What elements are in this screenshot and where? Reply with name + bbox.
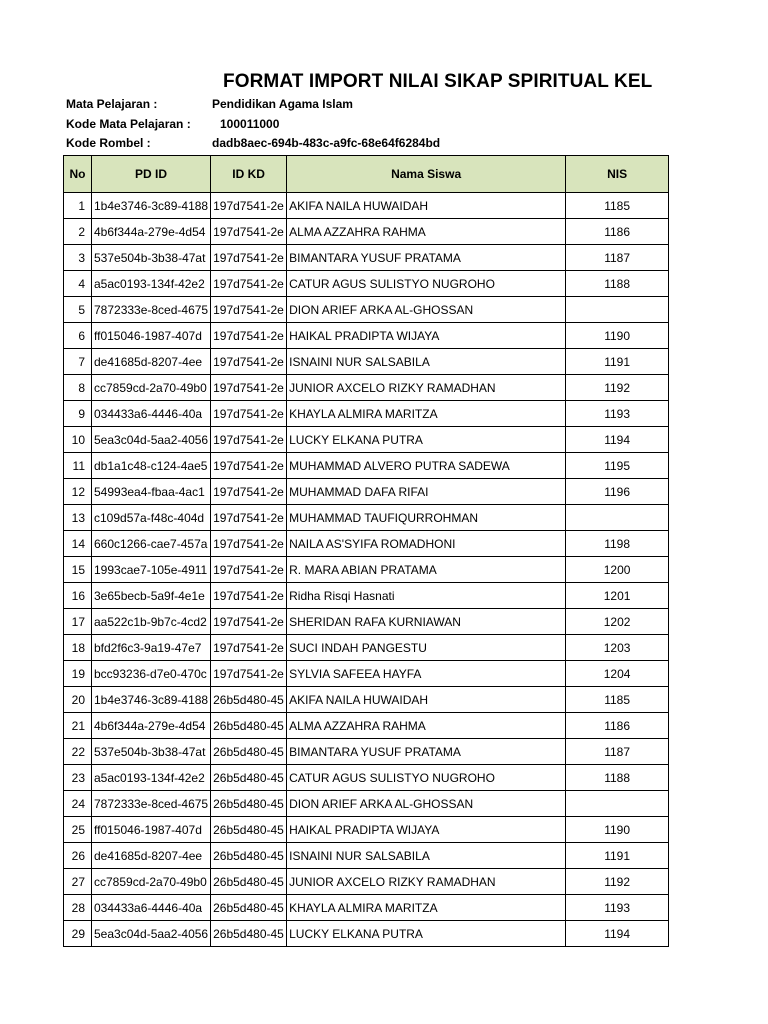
cell-no[interactable]: 26: [64, 843, 92, 869]
cell-nis[interactable]: 1187: [566, 245, 669, 271]
cell-nama-siswa[interactable]: MUHAMMAD DAFA RIFAI: [287, 479, 566, 505]
cell-id-kd[interactable]: 26b5d480-45: [211, 791, 287, 817]
cell-nama-siswa[interactable]: MUHAMMAD ALVERO PUTRA SADEWA: [287, 453, 566, 479]
cell-nis[interactable]: 1185: [566, 687, 669, 713]
cell-id-kd[interactable]: 26b5d480-45: [211, 921, 287, 947]
header-id-kd[interactable]: ID KD: [211, 156, 287, 193]
cell-id-kd[interactable]: 197d7541-2e: [211, 349, 287, 375]
table-row: [64, 791, 669, 817]
cell-id-kd[interactable]: 197d7541-2e: [211, 583, 287, 609]
cell-id-kd[interactable]: 26b5d480-45: [211, 713, 287, 739]
cell-id-kd[interactable]: 197d7541-2e: [211, 661, 287, 687]
cell-nama-siswa[interactable]: BIMANTARA YUSUF PRATAMA: [287, 245, 566, 271]
cell-nama-siswa[interactable]: KHAYLA ALMIRA MARITZA: [287, 401, 566, 427]
cell-pd-id[interactable]: ff015046-1987-407d: [92, 817, 211, 843]
cell-nis[interactable]: 1194: [566, 427, 669, 453]
cell-nama-siswa[interactable]: MUHAMMAD TAUFIQURROHMAN: [287, 505, 566, 531]
cell-id-kd[interactable]: 197d7541-2e: [211, 453, 287, 479]
cell-no[interactable]: 5: [64, 297, 92, 323]
cell-nis[interactable]: 1191: [566, 843, 669, 869]
grades-table: [63, 155, 669, 947]
sheet-title: FORMAT IMPORT NILAI SIKAP SPIRITUAL KEL: [223, 71, 653, 92]
table-row: [64, 349, 669, 375]
cell-no[interactable]: 20: [64, 687, 92, 713]
cell-nama-siswa[interactable]: SUCI INDAH PANGESTU: [287, 635, 566, 661]
header-pd-id[interactable]: PD ID: [92, 156, 211, 193]
cell-pd-id[interactable]: cc7859cd-2a70-49b0: [92, 375, 211, 401]
cell-pd-id[interactable]: a5ac0193-134f-42e2: [92, 271, 211, 297]
table-row: [64, 323, 669, 349]
cell-nis[interactable]: 1191: [566, 349, 669, 375]
cell-pd-id[interactable]: 4b6f344a-279e-4d54: [92, 713, 211, 739]
cell-nama-siswa[interactable]: SYLVIA SAFEEA HAYFA: [287, 661, 566, 687]
cell-no[interactable]: 18: [64, 635, 92, 661]
header-row: [64, 156, 669, 193]
cell-nama-siswa[interactable]: NAILA AS'SYIFA ROMADHONI: [287, 531, 566, 557]
table-row: [64, 843, 669, 869]
meta-subject-label: Mata Pelajaran :: [66, 97, 158, 111]
table-row: [64, 869, 669, 895]
meta-class-code-label: Kode Rombel :: [66, 136, 151, 150]
cell-id-kd[interactable]: 197d7541-2e: [211, 297, 287, 323]
cell-no[interactable]: 12: [64, 479, 92, 505]
cell-no[interactable]: 9: [64, 401, 92, 427]
cell-pd-id[interactable]: de41685d-8207-4ee: [92, 349, 211, 375]
cell-id-kd[interactable]: 197d7541-2e: [211, 375, 287, 401]
cell-nis[interactable]: [566, 791, 669, 817]
cell-nama-siswa[interactable]: R. MARA ABIAN PRATAMA: [287, 557, 566, 583]
cell-pd-id[interactable]: cc7859cd-2a70-49b0: [92, 869, 211, 895]
cell-nis[interactable]: 1194: [566, 921, 669, 947]
cell-nama-siswa[interactable]: CATUR AGUS SULISTYO NUGROHO: [287, 271, 566, 297]
cell-id-kd[interactable]: 197d7541-2e: [211, 609, 287, 635]
cell-id-kd[interactable]: 197d7541-2e: [211, 271, 287, 297]
cell-id-kd[interactable]: 26b5d480-45: [211, 843, 287, 869]
cell-pd-id[interactable]: 7872333e-8ced-4675: [92, 297, 211, 323]
cell-no[interactable]: 13: [64, 505, 92, 531]
cell-no[interactable]: 15: [64, 557, 92, 583]
cell-no[interactable]: 29: [64, 921, 92, 947]
table-row: [64, 765, 669, 791]
cell-nis[interactable]: 1186: [566, 713, 669, 739]
cell-nama-siswa[interactable]: ISNAINI NUR SALSABILA: [287, 349, 566, 375]
cell-nama-siswa[interactable]: AKIFA NAILA HUWAIDAH: [287, 687, 566, 713]
cell-pd-id[interactable]: bfd2f6c3-9a19-47e7: [92, 635, 211, 661]
cell-pd-id[interactable]: bcc93236-d7e0-470c: [92, 661, 211, 687]
cell-nama-siswa[interactable]: AKIFA NAILA HUWAIDAH: [287, 193, 566, 219]
header-nama-siswa[interactable]: Nama Siswa: [287, 156, 566, 193]
cell-no[interactable]: 11: [64, 453, 92, 479]
cell-nama-siswa[interactable]: LUCKY ELKANA PUTRA: [287, 921, 566, 947]
table-row: [64, 817, 669, 843]
cell-pd-id[interactable]: 1b4e3746-3c89-4188: [92, 193, 211, 219]
cell-nama-siswa[interactable]: KHAYLA ALMIRA MARITZA: [287, 895, 566, 921]
cell-id-kd[interactable]: 197d7541-2e: [211, 245, 287, 271]
table-row: [64, 609, 669, 635]
cell-no[interactable]: 25: [64, 817, 92, 843]
cell-nis[interactable]: 1196: [566, 479, 669, 505]
cell-id-kd[interactable]: 26b5d480-45: [211, 739, 287, 765]
cell-id-kd[interactable]: 26b5d480-45: [211, 687, 287, 713]
cell-pd-id[interactable]: 1b4e3746-3c89-4188: [92, 687, 211, 713]
cell-pd-id[interactable]: 3e65becb-5a9f-4e1e: [92, 583, 211, 609]
cell-pd-id[interactable]: 660c1266-cae7-457a: [92, 531, 211, 557]
meta-class-code: [66, 136, 440, 150]
cell-id-kd[interactable]: 197d7541-2e: [211, 427, 287, 453]
cell-no[interactable]: 14: [64, 531, 92, 557]
table-row: [64, 739, 669, 765]
cell-nama-siswa[interactable]: ALMA AZZAHRA RAHMA: [287, 219, 566, 245]
table-row: [64, 427, 669, 453]
cell-no[interactable]: 16: [64, 583, 92, 609]
meta-subject-code-value[interactable]: 100011000: [220, 117, 280, 131]
cell-nis[interactable]: 1201: [566, 583, 669, 609]
meta-subject: [66, 97, 353, 111]
cell-pd-id[interactable]: aa522c1b-9b7c-4cd2: [92, 609, 211, 635]
cell-nis[interactable]: 1195: [566, 453, 669, 479]
cell-nama-siswa[interactable]: JUNIOR AXCELO RIZKY RAMADHAN: [287, 869, 566, 895]
table-row: [64, 713, 669, 739]
cell-no[interactable]: 17: [64, 609, 92, 635]
cell-id-kd[interactable]: 26b5d480-45: [211, 765, 287, 791]
cell-id-kd[interactable]: 197d7541-2e: [211, 557, 287, 583]
header-no[interactable]: No: [64, 156, 92, 193]
cell-no[interactable]: 8: [64, 375, 92, 401]
cell-pd-id[interactable]: 4b6f344a-279e-4d54: [92, 219, 211, 245]
header-nis[interactable]: NIS: [566, 156, 669, 193]
cell-nis[interactable]: 1188: [566, 765, 669, 791]
cell-nis[interactable]: [566, 297, 669, 323]
cell-nis[interactable]: 1202: [566, 609, 669, 635]
cell-pd-id[interactable]: de41685d-8207-4ee: [92, 843, 211, 869]
table-row: [64, 271, 669, 297]
cell-pd-id[interactable]: 034433a6-4446-40a: [92, 895, 211, 921]
table-row: [64, 687, 669, 713]
cell-no[interactable]: 2: [64, 219, 92, 245]
cell-nis[interactable]: 1204: [566, 661, 669, 687]
cell-no[interactable]: 21: [64, 713, 92, 739]
cell-nis[interactable]: 1185: [566, 193, 669, 219]
cell-id-kd[interactable]: 197d7541-2e: [211, 531, 287, 557]
table-row: [64, 661, 669, 687]
cell-id-kd[interactable]: 197d7541-2e: [211, 401, 287, 427]
cell-pd-id[interactable]: 7872333e-8ced-4675: [92, 791, 211, 817]
cell-nama-siswa[interactable]: JUNIOR AXCELO RIZKY RAMADHAN: [287, 375, 566, 401]
cell-no[interactable]: 3: [64, 245, 92, 271]
cell-no[interactable]: 28: [64, 895, 92, 921]
cell-no[interactable]: 27: [64, 869, 92, 895]
cell-no[interactable]: 19: [64, 661, 92, 687]
table-row: [64, 245, 669, 271]
cell-nama-siswa[interactable]: HAIKAL PRADIPTA WIJAYA: [287, 817, 566, 843]
meta-subject-code: [66, 117, 279, 131]
table-row: [64, 895, 669, 921]
meta-subject-code-label: Kode Mata Pelajaran :: [66, 117, 191, 131]
cell-id-kd[interactable]: 197d7541-2e: [211, 635, 287, 661]
table-row: [64, 635, 669, 661]
cell-no[interactable]: 22: [64, 739, 92, 765]
cell-pd-id[interactable]: a5ac0193-134f-42e2: [92, 765, 211, 791]
cell-nama-siswa[interactable]: BIMANTARA YUSUF PRATAMA: [287, 739, 566, 765]
cell-nis[interactable]: 1190: [566, 323, 669, 349]
cell-id-kd[interactable]: 197d7541-2e: [211, 323, 287, 349]
meta-subject-value[interactable]: Pendidikan Agama Islam: [212, 97, 353, 111]
cell-id-kd[interactable]: 26b5d480-45: [211, 895, 287, 921]
cell-pd-id[interactable]: c109d57a-f48c-404d: [92, 505, 211, 531]
cell-nama-siswa[interactable]: DION ARIEF ARKA AL-GHOSSAN: [287, 297, 566, 323]
cell-id-kd[interactable]: 26b5d480-45: [211, 817, 287, 843]
cell-id-kd[interactable]: 197d7541-2e: [211, 193, 287, 219]
table-row: [64, 453, 669, 479]
cell-nis[interactable]: 1193: [566, 895, 669, 921]
cell-nama-siswa[interactable]: SHERIDAN RAFA KURNIAWAN: [287, 609, 566, 635]
cell-no[interactable]: 6: [64, 323, 92, 349]
cell-id-kd[interactable]: 197d7541-2e: [211, 219, 287, 245]
cell-pd-id[interactable]: ff015046-1987-407d: [92, 323, 211, 349]
cell-pd-id[interactable]: 1993cae7-105e-4911: [92, 557, 211, 583]
cell-pd-id[interactable]: 5ea3c04d-5aa2-4056: [92, 427, 211, 453]
cell-nis[interactable]: 1188: [566, 271, 669, 297]
cell-no[interactable]: 1: [64, 193, 92, 219]
cell-no[interactable]: 24: [64, 791, 92, 817]
meta-class-code-value[interactable]: dadb8aec-694b-483c-a9fc-68e64f6284bd: [212, 136, 441, 150]
cell-no[interactable]: 23: [64, 765, 92, 791]
cell-no[interactable]: 7: [64, 349, 92, 375]
cell-nis[interactable]: [566, 505, 669, 531]
cell-pd-id[interactable]: db1a1c48-c124-4ae5: [92, 453, 211, 479]
cell-pd-id[interactable]: 537e504b-3b38-47at: [92, 245, 211, 271]
cell-nama-siswa[interactable]: HAIKAL PRADIPTA WIJAYA: [287, 323, 566, 349]
table-row: [64, 479, 669, 505]
table-row: [64, 531, 669, 557]
cell-nis[interactable]: 1192: [566, 869, 669, 895]
cell-nis[interactable]: 1186: [566, 219, 669, 245]
cell-nis[interactable]: 1187: [566, 739, 669, 765]
cell-nis[interactable]: 1190: [566, 817, 669, 843]
cell-nis[interactable]: 1198: [566, 531, 669, 557]
cell-nis[interactable]: 1200: [566, 557, 669, 583]
cell-nama-siswa[interactable]: CATUR AGUS SULISTYO NUGROHO: [287, 765, 566, 791]
cell-pd-id[interactable]: 54993ea4-fbaa-4ac1: [92, 479, 211, 505]
cell-nama-siswa[interactable]: ISNAINI NUR SALSABILA: [287, 843, 566, 869]
cell-no[interactable]: 4: [64, 271, 92, 297]
table-row: [64, 219, 669, 245]
table-row: [64, 375, 669, 401]
cell-no[interactable]: 10: [64, 427, 92, 453]
cell-nama-siswa[interactable]: DION ARIEF ARKA AL-GHOSSAN: [287, 791, 566, 817]
cell-nama-siswa[interactable]: ALMA AZZAHRA RAHMA: [287, 713, 566, 739]
cell-nama-siswa[interactable]: LUCKY ELKANA PUTRA: [287, 427, 566, 453]
table-row: [64, 921, 669, 947]
cell-id-kd[interactable]: 197d7541-2e: [211, 505, 287, 531]
table-row: [64, 193, 669, 219]
table-body: [64, 193, 669, 947]
cell-nis[interactable]: 1203: [566, 635, 669, 661]
cell-id-kd[interactable]: 26b5d480-45: [211, 869, 287, 895]
table-row: [64, 557, 669, 583]
cell-pd-id[interactable]: 034433a6-4446-40a: [92, 401, 211, 427]
cell-pd-id[interactable]: 537e504b-3b38-47at: [92, 739, 211, 765]
table-row: [64, 401, 669, 427]
cell-nis[interactable]: 1192: [566, 375, 669, 401]
cell-pd-id[interactable]: 5ea3c04d-5aa2-4056: [92, 921, 211, 947]
table-row: [64, 583, 669, 609]
cell-id-kd[interactable]: 197d7541-2e: [211, 479, 287, 505]
cell-nis[interactable]: 1193: [566, 401, 669, 427]
table-row: [64, 297, 669, 323]
cell-nama-siswa[interactable]: Ridha Risqi Hasnati: [287, 583, 566, 609]
table-row: [64, 505, 669, 531]
